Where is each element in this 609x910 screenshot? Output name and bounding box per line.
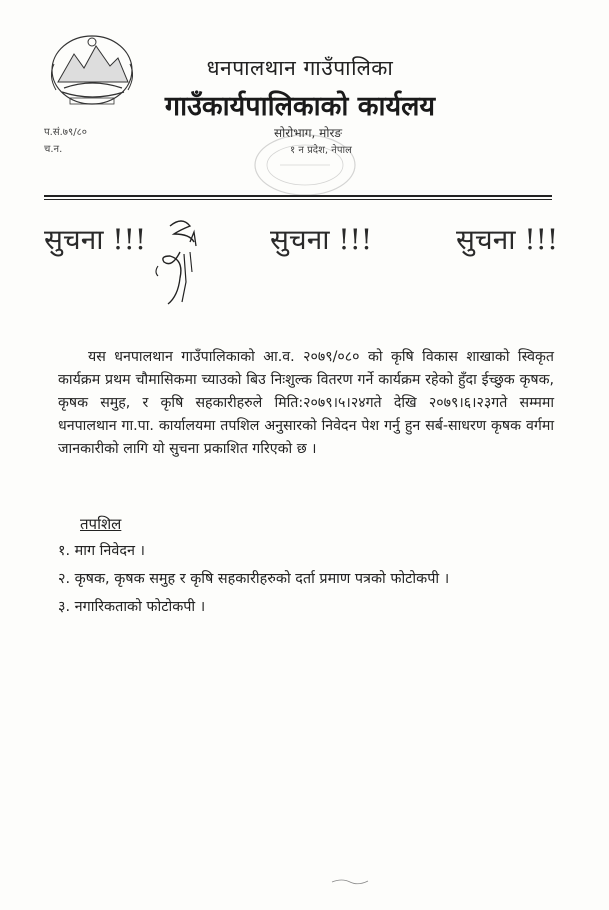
notice-paragraph: यस धनपालथान गाउँपालिकाको आ.व. २०७९/०८० को कृषि विकास शाखाको स्विकृत कार्यक्रम प्रथम चौमासिकमा च्याउको बिउ निःशुल्क वितरण गर्ने कार्यक्रम रहेको हुँदा ईच्छुक कृषक, कृषक समुह, र कृषि सहकारीहरुले मिति:२०७९।५।२४गते देखि २०७९।६।२३गते सम्ममा धनपालथान गा.पा. कार्यालयमा तपशिल अनुसारको निवेदन पेश गर्नु हुन सर्ब-साधरण कृषक वर्गमा जानकारीको लागि यो सुचना प्रकाशित गरिएको छ । <box>58 349 554 457</box>
chalani-number: च.न. <box>44 144 63 155</box>
tapasil-item: ३. नगारिकताको फोटोकपी । <box>58 599 206 615</box>
office-title: गाउँकार्यपालिकाको कार्यलय <box>164 91 436 122</box>
notice-heading-2: सुचना !!! <box>270 223 373 256</box>
address-line-1: सोरोभाग, मोरङ <box>274 126 343 140</box>
address-line-2: १ न प्रदेश, नेपाल <box>290 145 352 156</box>
ink-mark-icon <box>330 876 370 886</box>
header-divider-thin <box>44 199 552 200</box>
office-name: धनपालथान गाउँपालिका <box>206 56 394 80</box>
reference-block <box>44 124 87 158</box>
notice-heading-1: सुचना !!! <box>44 223 147 256</box>
tapasil-item: २. कृषक, कृषक समुह र कृषि सहकारीहरुको दर्ता प्रमाण पत्रको फोटोकपी । <box>58 571 450 587</box>
notice-heading-3: सुचना !!! <box>456 223 559 256</box>
tapasil-heading: तपशिल <box>80 515 122 533</box>
nepal-emblem-icon <box>44 30 140 108</box>
signature-icon <box>150 212 210 312</box>
patra-sankhya: प.सं.७९/८० <box>44 127 87 138</box>
notice-body <box>58 346 554 461</box>
tapasil-item: १. माग निवेदन । <box>58 543 146 559</box>
header-divider <box>44 195 552 197</box>
